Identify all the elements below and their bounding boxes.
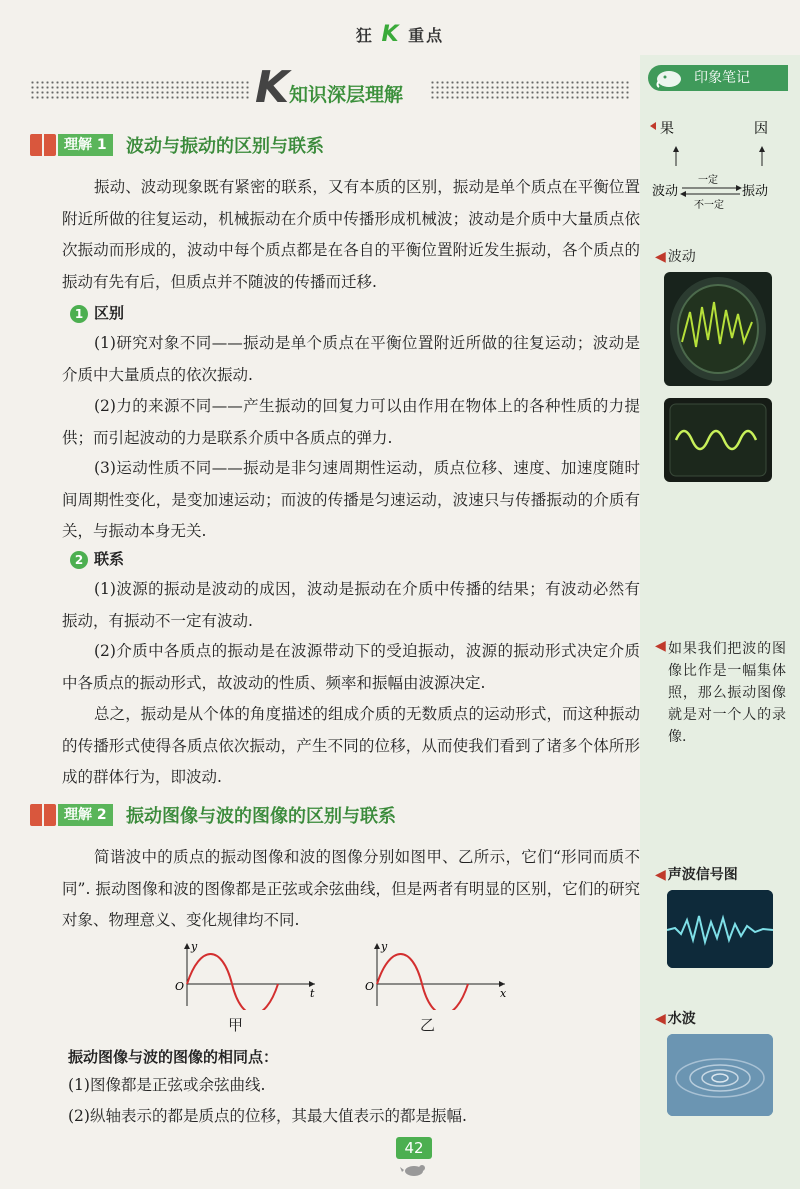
similarities-heading: 振动图像与波的图像的相同点： — [68, 1048, 279, 1066]
graph-caption-jia: 甲 — [228, 1016, 244, 1034]
paragraph-connection-2: (2)介质中各质点的振动是在波源带动下的受迫振动，波源的振动形式决定介质中各质点的振动形式，故波动的性质、频率和振幅由波源决定. — [62, 642, 640, 692]
y-axis-arrow — [374, 943, 380, 949]
paragraph-intro: 振动、波动现象既有紧密的联系，又有本质的区别，振动是单个质点在平衡位置附近所做的往复运动，机械振动在介质中传播形成机械波；波动是介质中大量质点依次振动而形成的，波动中每个质点都是在各自的平衡位置附近发生振动，各个质点的振动有先有后，但质点并不随波的传播而迁移. — [62, 178, 640, 291]
running-header — [0, 22, 800, 47]
book-icon — [30, 804, 56, 826]
arrowhead — [680, 191, 686, 197]
wave-image-label — [655, 246, 696, 266]
wave-graph — [360, 940, 510, 1010]
vibration-graph — [170, 940, 320, 1010]
oscilloscope-image — [664, 272, 772, 386]
book-icon — [30, 134, 56, 156]
elephant-icon — [654, 68, 684, 88]
graph-origin-label: O — [175, 980, 185, 993]
number-badge: 2 — [70, 551, 88, 569]
understanding-tag: 理解 2 — [58, 804, 113, 826]
subhead-connection — [70, 548, 124, 569]
paragraph-difference-1: (1)研究对象不同——振动是单个质点在平衡位置附近所做的往复运动；波动是介质中大量质点的依次振动. — [62, 334, 640, 384]
bird-icon — [400, 1162, 428, 1178]
label-vibration: 振动 — [742, 184, 769, 199]
y-axis-arrow — [184, 943, 190, 949]
sine-curve — [377, 954, 468, 1010]
sine-curve — [187, 954, 278, 1010]
label-cause: 因 — [754, 121, 768, 137]
subhead-difference — [70, 302, 124, 323]
header-prefix: 狂 — [355, 26, 374, 45]
paragraph-connection-1: (1)波源的振动是波动的成因，波动是振动在介质中传播的结果；有波动必然有振动，有振动不一定有波动. — [62, 580, 640, 630]
sound-wave-photo — [667, 890, 773, 968]
label-wave: 波动 — [652, 184, 679, 199]
page-number: 42 — [396, 1137, 432, 1159]
understanding-title: 波动与振动的区别与联系 — [126, 136, 324, 157]
graph-origin-label: O — [365, 980, 375, 993]
cause-effect-diagram — [650, 118, 790, 213]
red-triangle-icon — [650, 122, 656, 130]
graph-y-label: y — [191, 940, 198, 953]
header-k-logo: K — [381, 22, 401, 47]
dotted-rule-left — [30, 80, 250, 100]
similarity-1: (1)图像都是正弦或余弦曲线. — [68, 1076, 266, 1094]
note-triangle — [655, 638, 668, 654]
graph-y-label: y — [381, 940, 388, 953]
red-triangle-icon: ◀ — [655, 867, 666, 883]
similarity-2: (2)纵轴表示的都是质点的位移，其最大值表示的都是振幅. — [68, 1107, 467, 1125]
paragraph-summary: 总之，振动是从个体的角度描述的组成介质的无数质点的运动形式，而这种振动的传播形式使得各质点依次振动，产生不同的位移，从而使我们看到了诸多个体所形成的群体行为，即波动. — [62, 705, 640, 786]
subhead-title: 联系 — [94, 550, 125, 568]
graph-x-label: x — [500, 987, 507, 1000]
water-label-text: 水波 — [667, 1011, 696, 1027]
notes-tab — [648, 65, 788, 91]
wave-label-text: 波动 — [667, 249, 696, 265]
sound-signal-label — [655, 864, 738, 884]
sound-wave-image — [667, 890, 773, 968]
dotted-rule-right — [430, 80, 630, 100]
paragraph-difference-2: (2)力的来源不同——产生振动的回复力可以由作用在物体上的各种性质的力提供；而引起波动的力是联系介质中各质点的弹力. — [62, 397, 640, 447]
understanding-title: 振动图像与波的图像的区别与联系 — [126, 806, 396, 827]
notes-tab-label: 印象笔记 — [694, 70, 750, 86]
water-wave-photo — [667, 1034, 773, 1116]
sine-screen-image — [664, 398, 772, 482]
paragraph-graphs-intro: 简谐波中的质点的振动图像和波的图像分别如图甲、乙所示，它们“形同而质不同”. 振动图像和波的图像都是正弦或余弦曲线，但是两者有明显的区别，它们的研究对象、物理意义、变化规律均不同. — [62, 848, 640, 929]
label-effect: 果 — [660, 121, 674, 137]
understanding-2-heading — [30, 800, 450, 828]
label-certain: 一定 — [698, 175, 718, 186]
graph-caption-yi: 乙 — [420, 1016, 436, 1034]
header-suffix: 重点 — [408, 26, 445, 45]
understanding-tag: 理解 1 — [58, 134, 113, 156]
section-banner — [255, 62, 425, 113]
water-ripple-image — [667, 1034, 773, 1116]
understanding-1-heading — [30, 130, 430, 158]
sound-label-text: 声波信号图 — [667, 867, 738, 883]
subhead-title: 区别 — [94, 304, 125, 322]
paragraph-difference-3: (3)运动性质不同——振动是非匀速周期性运动，质点位移、速度、加速度随时间周期性变化，是变加速运动；而波的传播是匀速运动，波速只与传播振动的介质有关，与振动本身无关. — [62, 459, 640, 540]
number-badge: 1 — [70, 305, 88, 323]
oscilloscope-photo-2 — [664, 398, 772, 482]
water-wave-label — [655, 1008, 696, 1028]
arrowhead — [759, 146, 765, 152]
graph-x-label: t — [310, 987, 315, 1000]
sidebar-note: 如果我们把波的图像比作是一幅集体照，那么振动图像就是对一个人的录像. — [668, 641, 786, 745]
arrowhead — [673, 146, 679, 152]
section-k-icon: K — [255, 62, 290, 113]
section-title: 知识深层理解 — [289, 84, 404, 106]
red-triangle-icon: ◀ — [655, 249, 666, 265]
red-triangle-icon: ◀ — [655, 638, 666, 654]
label-not-certain: 不一定 — [694, 200, 724, 211]
red-triangle-icon: ◀ — [655, 1011, 666, 1027]
oscilloscope-photo-1 — [664, 272, 772, 386]
